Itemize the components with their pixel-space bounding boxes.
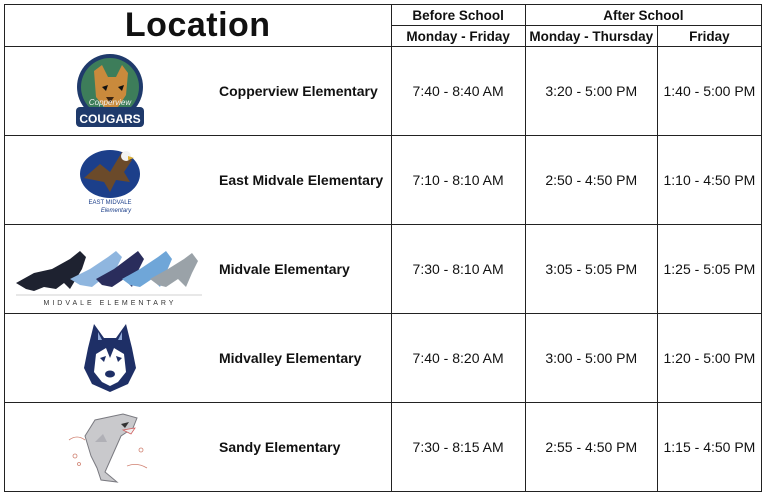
after-school-fri-time: 1:25 - 5:05 PM (657, 225, 761, 314)
after-school-fri-time: 1:15 - 4:50 PM (657, 403, 761, 492)
before-school-header: Before School (391, 5, 525, 26)
school-name: Midvalley Elementary (219, 350, 362, 366)
after-school-fri-time: 1:10 - 4:50 PM (657, 136, 761, 225)
school-name: East Midvale Elementary (219, 172, 384, 188)
before-school-time: 7:30 - 8:10 AM (391, 225, 525, 314)
cougar-icon (70, 51, 150, 131)
after-school-mth-time: 3:05 - 5:05 PM (525, 225, 657, 314)
location-header: Location (5, 5, 392, 47)
after-school-mth-time: 2:55 - 4:50 PM (525, 403, 657, 492)
husky-logo (5, 314, 215, 402)
horses-logo (5, 225, 215, 313)
table-row (5, 47, 762, 136)
shark-logo (5, 403, 215, 491)
friday-header: Friday (657, 26, 761, 47)
cougar-logo (5, 47, 215, 135)
after-school-fri-time: 1:40 - 5:00 PM (657, 47, 761, 136)
svg-text:COUGARS: COUGARS (79, 112, 141, 126)
table-row (5, 314, 762, 403)
school-name: Copperview Elementary (219, 83, 378, 99)
before-school-time: 7:10 - 8:10 AM (391, 136, 525, 225)
monday-thursday-header: Monday - Thursday (525, 26, 657, 47)
after-school-mth-time: 3:20 - 5:00 PM (525, 47, 657, 136)
svg-text:Elementary: Elementary (100, 208, 132, 214)
after-school-fri-time: 1:20 - 5:00 PM (657, 314, 761, 403)
table-row (5, 225, 762, 314)
school-name: Midvale Elementary (219, 261, 350, 277)
svg-text:EAST MIDVALE: EAST MIDVALE (88, 200, 132, 206)
monday-friday-header: Monday - Friday (391, 26, 525, 47)
before-school-time: 7:30 - 8:15 AM (391, 403, 525, 492)
after-school-mth-time: 3:00 - 5:00 PM (525, 314, 657, 403)
husky-icon (70, 318, 150, 398)
school-name: Sandy Elementary (219, 439, 341, 455)
after-school-header: After School (525, 5, 761, 26)
eagle-icon (70, 142, 150, 218)
before-school-time: 7:40 - 8:20 AM (391, 314, 525, 403)
horses-icon (12, 229, 208, 309)
shark-icon (65, 406, 155, 488)
table-row (5, 136, 762, 225)
svg-text:Copperview: Copperview (88, 98, 132, 107)
table-row (5, 403, 762, 492)
eagle-logo (5, 136, 215, 224)
before-school-time: 7:40 - 8:40 AM (391, 47, 525, 136)
svg-text:MIDVALE ELEMENTARY: MIDVALE ELEMENTARY (43, 300, 177, 307)
schedule-table (4, 4, 762, 492)
after-school-mth-time: 2:50 - 4:50 PM (525, 136, 657, 225)
